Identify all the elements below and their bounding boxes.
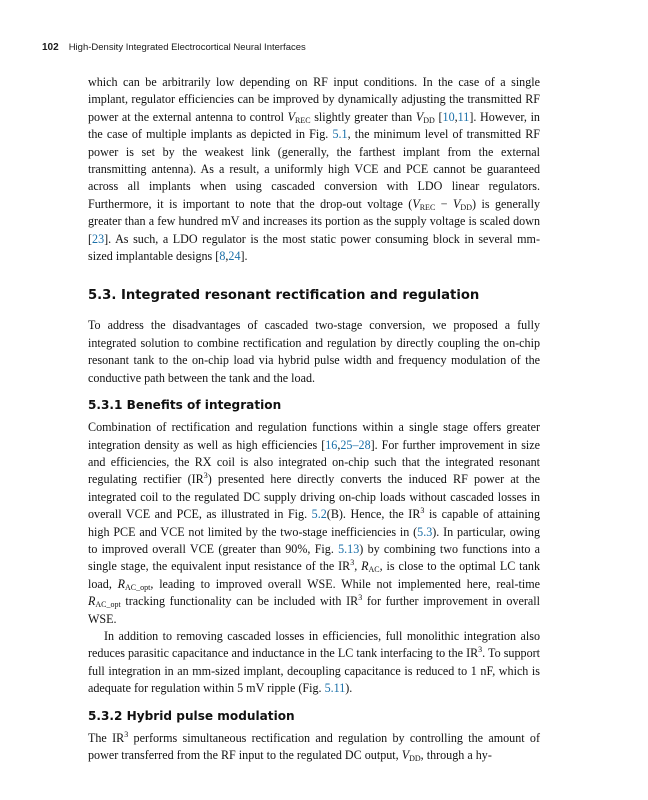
figure-link[interactable]: 5.2 (311, 507, 327, 522)
body-text (88, 74, 540, 764)
running-title: High-Density Integrated Electrocortical Neural Interfaces (68, 42, 306, 53)
subsection-heading-5-3-2: 5.3.2 Hybrid pulse modulation (88, 708, 295, 723)
citation-link[interactable]: 11 (457, 109, 470, 124)
figure-link[interactable]: 5.1 (332, 127, 348, 142)
citation-link[interactable]: 8 (219, 249, 226, 264)
citation-link[interactable]: 24 (228, 249, 241, 264)
subsection-heading-5-3-1: 5.3.1 Benefits of integration (88, 398, 282, 413)
paragraph-benefits: Combination of rectification and regulation functions within a single stage offers greater integration density as well as high efficiencies [16,25–28]. For further improvement in size and efficiencies, the RX coil is also integrated on-chip such that the integrated resonant regulating rectifier $(IR^3)$ presented here directly converts the induced RF power at the integrated coil to the regulated DC supply driving on-chip loads without cascaded losses in overall VCE and PCE, as illustrated in Fig. 5.2(B). Hence, the $IR^3$ is capable of attaining high PCE and VCE not limited by the two-stage inefficiencies in (5.3). In particular, owing to improved overall VCE (greater than 90%, Fig. 5.13) by combining two functions into a single stage, the equivalent input resistance of the $IR^3$, $R_{AC}$, is close to the optimal LC tank load, $R_{AC\_opt}$, leading to improved overall WSE. While not implemented here, real-time $R_{AC\_opt}$ tracking functionality can be included with $IR^3$ for further improvement in overall WSE. (88, 420, 541, 626)
paragraph-5-3: To address the disadvantages of cascaded two-stage conversion, we proposed a fully integrated solution to combine rectification and regulation by directly coupling the on-chip resonant tank to the on-chip load via hybrid pulse width and frequency modulation of the conductive path between the tank and the load. (88, 318, 540, 385)
equation-link[interactable]: 5.3 (417, 524, 433, 539)
citation-link[interactable]: 16 (325, 437, 338, 452)
citation-link[interactable]: 25–28 (340, 437, 371, 452)
section-heading-5-3: 5.3. Integrated resonant rectification and regulation (88, 288, 480, 304)
page-number: 102 (42, 42, 59, 53)
paragraph-hybrid: The $IR^3$ performs simultaneous rectification and regulation by controlling the amount of power transferred from the RF input to the regulated DC output, $V_{DD}$, through a hy- (88, 729, 541, 763)
figure-link[interactable]: 5.13 (338, 541, 360, 556)
running-header (42, 42, 306, 53)
paragraph-intro: which can be arbitrarily low depending on RF input conditions. In the case of a single implant, regulator efficiencies can be improved by dynamically adjusting the transmitted RF power at the external antenna to control $V_{REC}$ slightly greater than $V_{DD}$ [10,11]. However, in the case of multiple implants as depicted in Fig. 5.1, the minimum level of transmitted RF power is set by the weakest link (generally, the farthest implant from the external transmitting antenna). As a result, a uniformly high VCE and PCE cannot be guaranteed across all implants when using cascaded conversion with LDO linear regulators. Furthermore, it is important to note that the drop-out voltage $(V_{REC} - V_{DD})$ is generally greater than a few hundred mV and increases its portion as the supply voltage is scaled down [23]. As such, a LDO regulator is the most static power consuming block in several mm-sized implantable designs [8,24]. (88, 75, 540, 264)
citation-link[interactable]: 10 (442, 109, 455, 124)
citation-link[interactable]: 23 (92, 231, 105, 246)
paragraph-integration: In addition to removing cascaded losses in efficiencies, full monolithic integration also reduces parasitic capacitance and inductance in the LC tank interfacing to the $IR^3$. To support full integration in an mm-sized implant, decoupling capacitance is reduced to 1 nF, which is adequate for regulation within 5 mV ripple (Fig. 5.11). (88, 628, 541, 696)
figure-link[interactable]: 5.11 (324, 681, 346, 696)
